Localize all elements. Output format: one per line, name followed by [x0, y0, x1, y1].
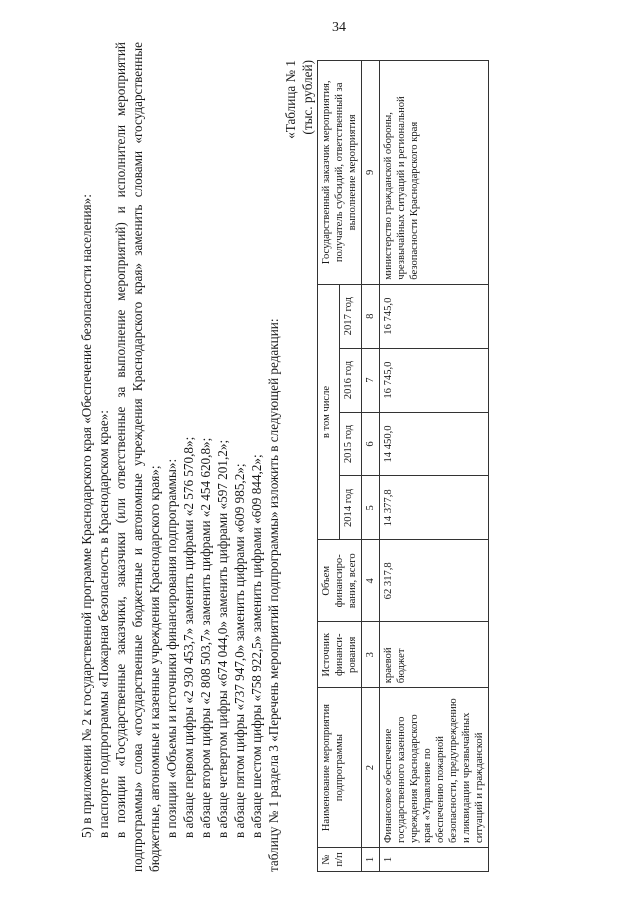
table-caption-title: «Таблица № 1	[283, 60, 298, 139]
header-customer: Государственный заказчик мероприятия, получатель субсидий, ответственный за выполнение мероприятия	[318, 61, 362, 285]
header-num: № п/п	[318, 848, 362, 872]
col-number: 7	[362, 348, 380, 412]
header-year-2014: 2014 год	[340, 476, 362, 540]
header-year-2015: 2015 год	[340, 412, 362, 476]
cell-source: краевой бюджет	[380, 622, 489, 688]
table-column-numbers-row	[362, 61, 380, 872]
header-year-2016: 2016 год	[340, 348, 362, 412]
paragraph-customers: в позиции «Государственные заказчики, заказчики (или ответственные за выполнение мероприятий) и исполнители мероприятий подпрограммы» слова «государственные бюджетные и автономные учреждения Краснодарского края» заменить словами «государственные бюджетные, автономные и казенные учреждения Краснодарского края»;	[113, 42, 162, 872]
paragraph-abzac-6: в абзаце шестом цифры «758 922,5» заменить цифрами «609 844,2»;	[249, 454, 264, 838]
cell-name: Финансовое обеспечение государственного казенного учреждения Краснодарского края «Управление по обеспечению пожарной безопасности, предупреждению и ликвидации чрезвычайных ситуаций и гражданской	[380, 688, 489, 848]
col-number: 8	[362, 284, 380, 348]
col-number: 5	[362, 476, 380, 540]
table-row	[380, 61, 489, 872]
header-year-2017: 2017 год	[340, 284, 362, 348]
cell-2016: 16 745,0	[380, 348, 489, 412]
table-header-row	[318, 61, 340, 872]
cell-volume: 62 317,8	[380, 540, 489, 622]
col-number: 3	[362, 622, 380, 688]
cell-num: 1	[380, 848, 489, 872]
cell-2015: 14 450,0	[380, 412, 489, 476]
measures-table	[317, 60, 489, 872]
col-number: 2	[362, 688, 380, 848]
paragraph-volumes: в позиции «Объемы и источники финансирования подпрограммы»:	[164, 458, 179, 838]
header-including: в том числе	[318, 284, 340, 540]
paragraph-table-intro: таблицу № 1 раздела 3 «Перечень мероприятий подпрограммы» изложить в следующей редакции:	[266, 318, 281, 872]
col-number: 1	[362, 848, 380, 872]
col-number: 6	[362, 412, 380, 476]
paragraph-passport: в паспорте подпрограммы «Пожарная безопасность в Краснодарском крае»:	[96, 410, 111, 838]
cell-customer: министерство гражданской обороны, чрезвычайных ситуаций и региональной безопасности Краснодарского края	[380, 61, 489, 285]
header-name: Наименование мероприятия подпрограммы	[318, 688, 362, 848]
paragraph-intro: 5) в приложении № 2 к государственной программе Краснодарского края «Обеспечение безопасности населения»:	[79, 194, 94, 838]
paragraph-abzac-4: в абзаце четвертом цифры «674 044,0» заменить цифрами «597 201,2»;	[215, 439, 230, 838]
cell-2017: 16 745,0	[380, 284, 489, 348]
col-number: 4	[362, 540, 380, 622]
cell-2014: 14 377,8	[380, 476, 489, 540]
table-caption-units: (тыс. рублей)	[300, 60, 315, 135]
col-number: 9	[362, 61, 380, 285]
paragraph-abzac-2: в абзаце втором цифры «2 808 503,7» заменить цифрами «2 454 620,8»;	[198, 437, 213, 838]
header-volume: Объем финансиро-вания, всего	[318, 540, 362, 622]
header-source: Источник финанси-рования	[318, 622, 362, 688]
paragraph-abzac-5: в абзаце пятом цифры «737 947,0» заменить цифрами «609 985,2»;	[232, 463, 247, 838]
rotated-page-content	[78, 42, 638, 872]
paragraph-abzac-1: в абзаце первом цифры «2 930 453,7» заменить цифрами «2 576 570,8»;	[181, 436, 196, 838]
page-number: 34	[332, 20, 346, 35]
